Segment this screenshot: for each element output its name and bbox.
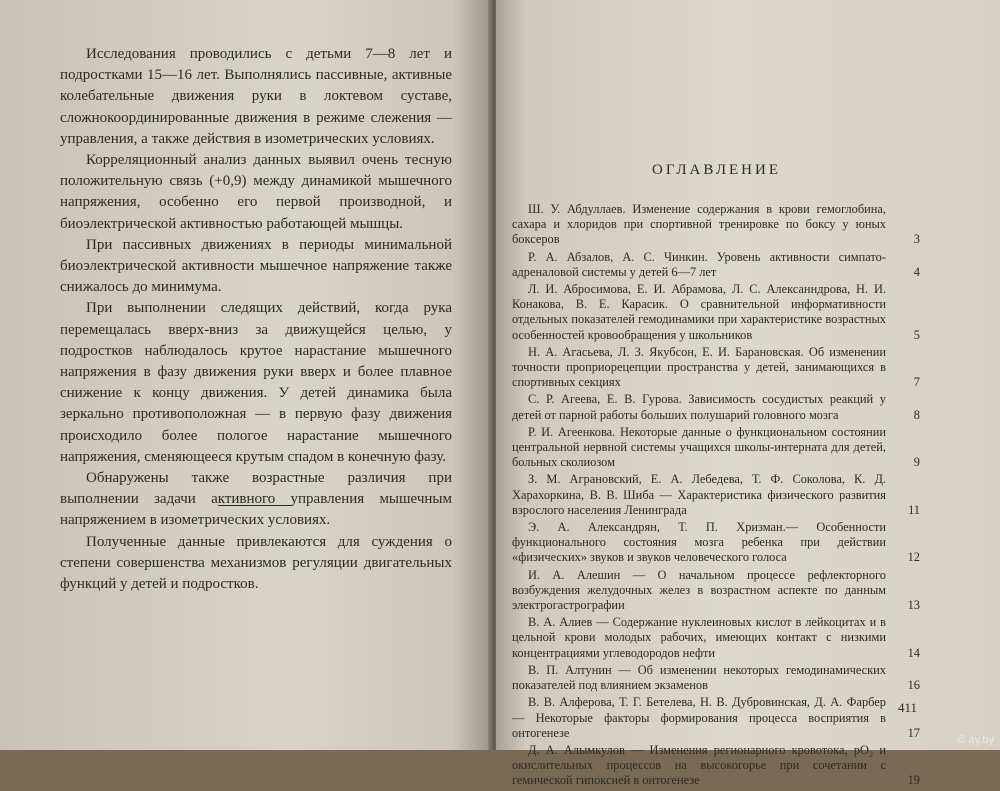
toc-entry [512, 345, 920, 391]
toc-entry [512, 250, 920, 280]
toc-page-number: 16 [907, 678, 920, 693]
toc-page-number: 8 [913, 407, 920, 422]
paragraph: Исследования проводились с детьми 7—8 лет и подростками 15—16 лет. Выполнялись пассивные, активные колебательные движения руки в локтевом суставе, сложнокоординированные движения в режиме слежения — управления, а также действия в изометрических условиях. [60, 46, 452, 147]
toc-entry-text: С. Р. Агеева, Е. В. Гурова. Зависимость сосудистых реакций у детей от парной работы больших полушарий головного мозга [512, 392, 886, 422]
paragraph: Полученные данные привлекаются для суждения о степени совершенства механизмов регуляции двигательных функций у детей и подростков. [60, 533, 452, 593]
toc-entry [512, 695, 920, 741]
toc-page-number: 7 [913, 375, 920, 390]
toc-page-number: 17 [907, 725, 920, 740]
left-page-text [60, 44, 452, 595]
toc-page-number: 4 [913, 264, 920, 279]
page-number: 411 [898, 700, 918, 715]
toc-page-number: 12 [907, 550, 920, 565]
toc-page-number: 3 [913, 232, 920, 247]
toc-entry [512, 392, 920, 422]
toc-page-number: 9 [913, 455, 920, 470]
toc-entry-text: Д. А. Алымкулов — Изменения регионарного кровотока, pO₂ и окислительных процессов на высокогорье при сочетании с гемической гипоксией в онтогенезе [512, 742, 886, 788]
section-divider [218, 505, 292, 506]
toc-entry-text: В. П. Алтунин — Об изменении некоторых гемодинамических показателей под влиянием экзаменов [512, 662, 886, 693]
toc-entry [512, 663, 920, 693]
left-page [0, 0, 492, 750]
toc-page-number: 5 [913, 327, 920, 342]
toc-entry [512, 568, 920, 614]
toc-heading: ОГЛАВЛЕНИЕ [652, 162, 781, 178]
toc-entry-text: Л. И. Абросимова, Е. И. Абрамова, Л. С. Алексанндрова, Н. И. Конакова, В. Е. Карасик. О сравнительной информативности отдельных показателей гемодинамики при характеристике возрастных особенностей кровообращения у школьников [512, 282, 886, 342]
toc-entry [512, 615, 920, 661]
toc-entry-text: Н. А. Агасьева, Л. З. Якубсон, Е. И. Барановская. Об изменении точности проприорецепции пространства у детей, занимающихся в спортивных секциях [512, 344, 886, 390]
toc-entry-text: Ш. У. Абдуллаев. Изменение содержания в крови гемоглобина, сахара и хлоридов при спортивной тренировке по боксу у юных боксеров [512, 202, 886, 247]
paragraph: При выполнении следящих действий, когда рука перемещалась вверх-вниз за движущейся целью, у подростков наблюдалось крутое нарастание мышечного напряжения в фазу движения руки вверх и более плавное снижение к концу движения. У детей динамика была зеркально противоположная — в первую фазу движения происходило более пологое нарастание мышечного напряжения, сменяющееся крутым спадом в конечную фазу. [60, 300, 452, 465]
toc-entry-text: Э. А. Александрян, Т. П. Хризман.— Особенности функционального состояния мозга ребенка при действии «физических» звуков и звуков человеческого голоса [512, 520, 886, 565]
paragraph: Обнаружены также возрастные различия при выполнении задачи активного управления мышечным напряжением в изометрических условиях. [60, 470, 452, 529]
toc-entry-text: Р. А. Абзалов, А. С. Чинкин. Уровень активности симпато-адреналовой системы у детей 6—7 лет [512, 249, 886, 279]
table-of-contents [512, 202, 920, 791]
toc-page-number: 13 [907, 598, 920, 613]
toc-entry-text: В. В. Алферова, Т. Г. Бетелева, Н. В. Дубровинская, Д. А. Фарбер — Некоторые факторы формирования процесса восприятия в онтогенезе [512, 695, 886, 740]
toc-page-number: 14 [907, 645, 920, 660]
toc-entry-text: Р. И. Агеенкова. Некоторые данные о функциональном состоянии центральной нервной системы учащихся школы-интерната для детей, больных сколиозом [512, 424, 886, 470]
toc-entry-text: В. А. Алиев — Содержание нуклеиновых кислот в лейкоцитах и в цельной крови молодых рабочих, имеющих контакт с низкими концентрациями углеводородов нефти [512, 615, 886, 660]
toc-entry [512, 282, 920, 343]
toc-entry [512, 202, 920, 248]
toc-entry-text: И. А. Алешин — О начальном процессе рефлекторного возбуждения желудочных желез в возрастном аспекте по данным электрогастрографии [512, 567, 886, 613]
watermark: © ay.by [957, 734, 994, 746]
paragraph: При пассивных движениях в периоды минимальной биоэлектрической активности мышечное напряжение также снижалось до минимума. [60, 236, 452, 296]
toc-entry-text: З. М. Аграновский, Е. А. Лебедева, Т. Ф. Соколова, К. Д. Харахоркина, В. В. Шиба — Характеристика физического развития взрослого населения Ленинграда [512, 472, 886, 517]
toc-entry [512, 472, 920, 518]
toc-entry [512, 425, 920, 471]
toc-entry [512, 520, 920, 566]
toc-page-number: 11 [908, 502, 920, 517]
paragraph: Корреляционный анализ данных выявил очень тесную положительную связь (+0,9) между динамикой мышечного напряжения, особенно его первой производной, и биоэлектрической активностью работающей мышцы. [60, 152, 452, 232]
toc-page-number: 19 [907, 773, 920, 788]
